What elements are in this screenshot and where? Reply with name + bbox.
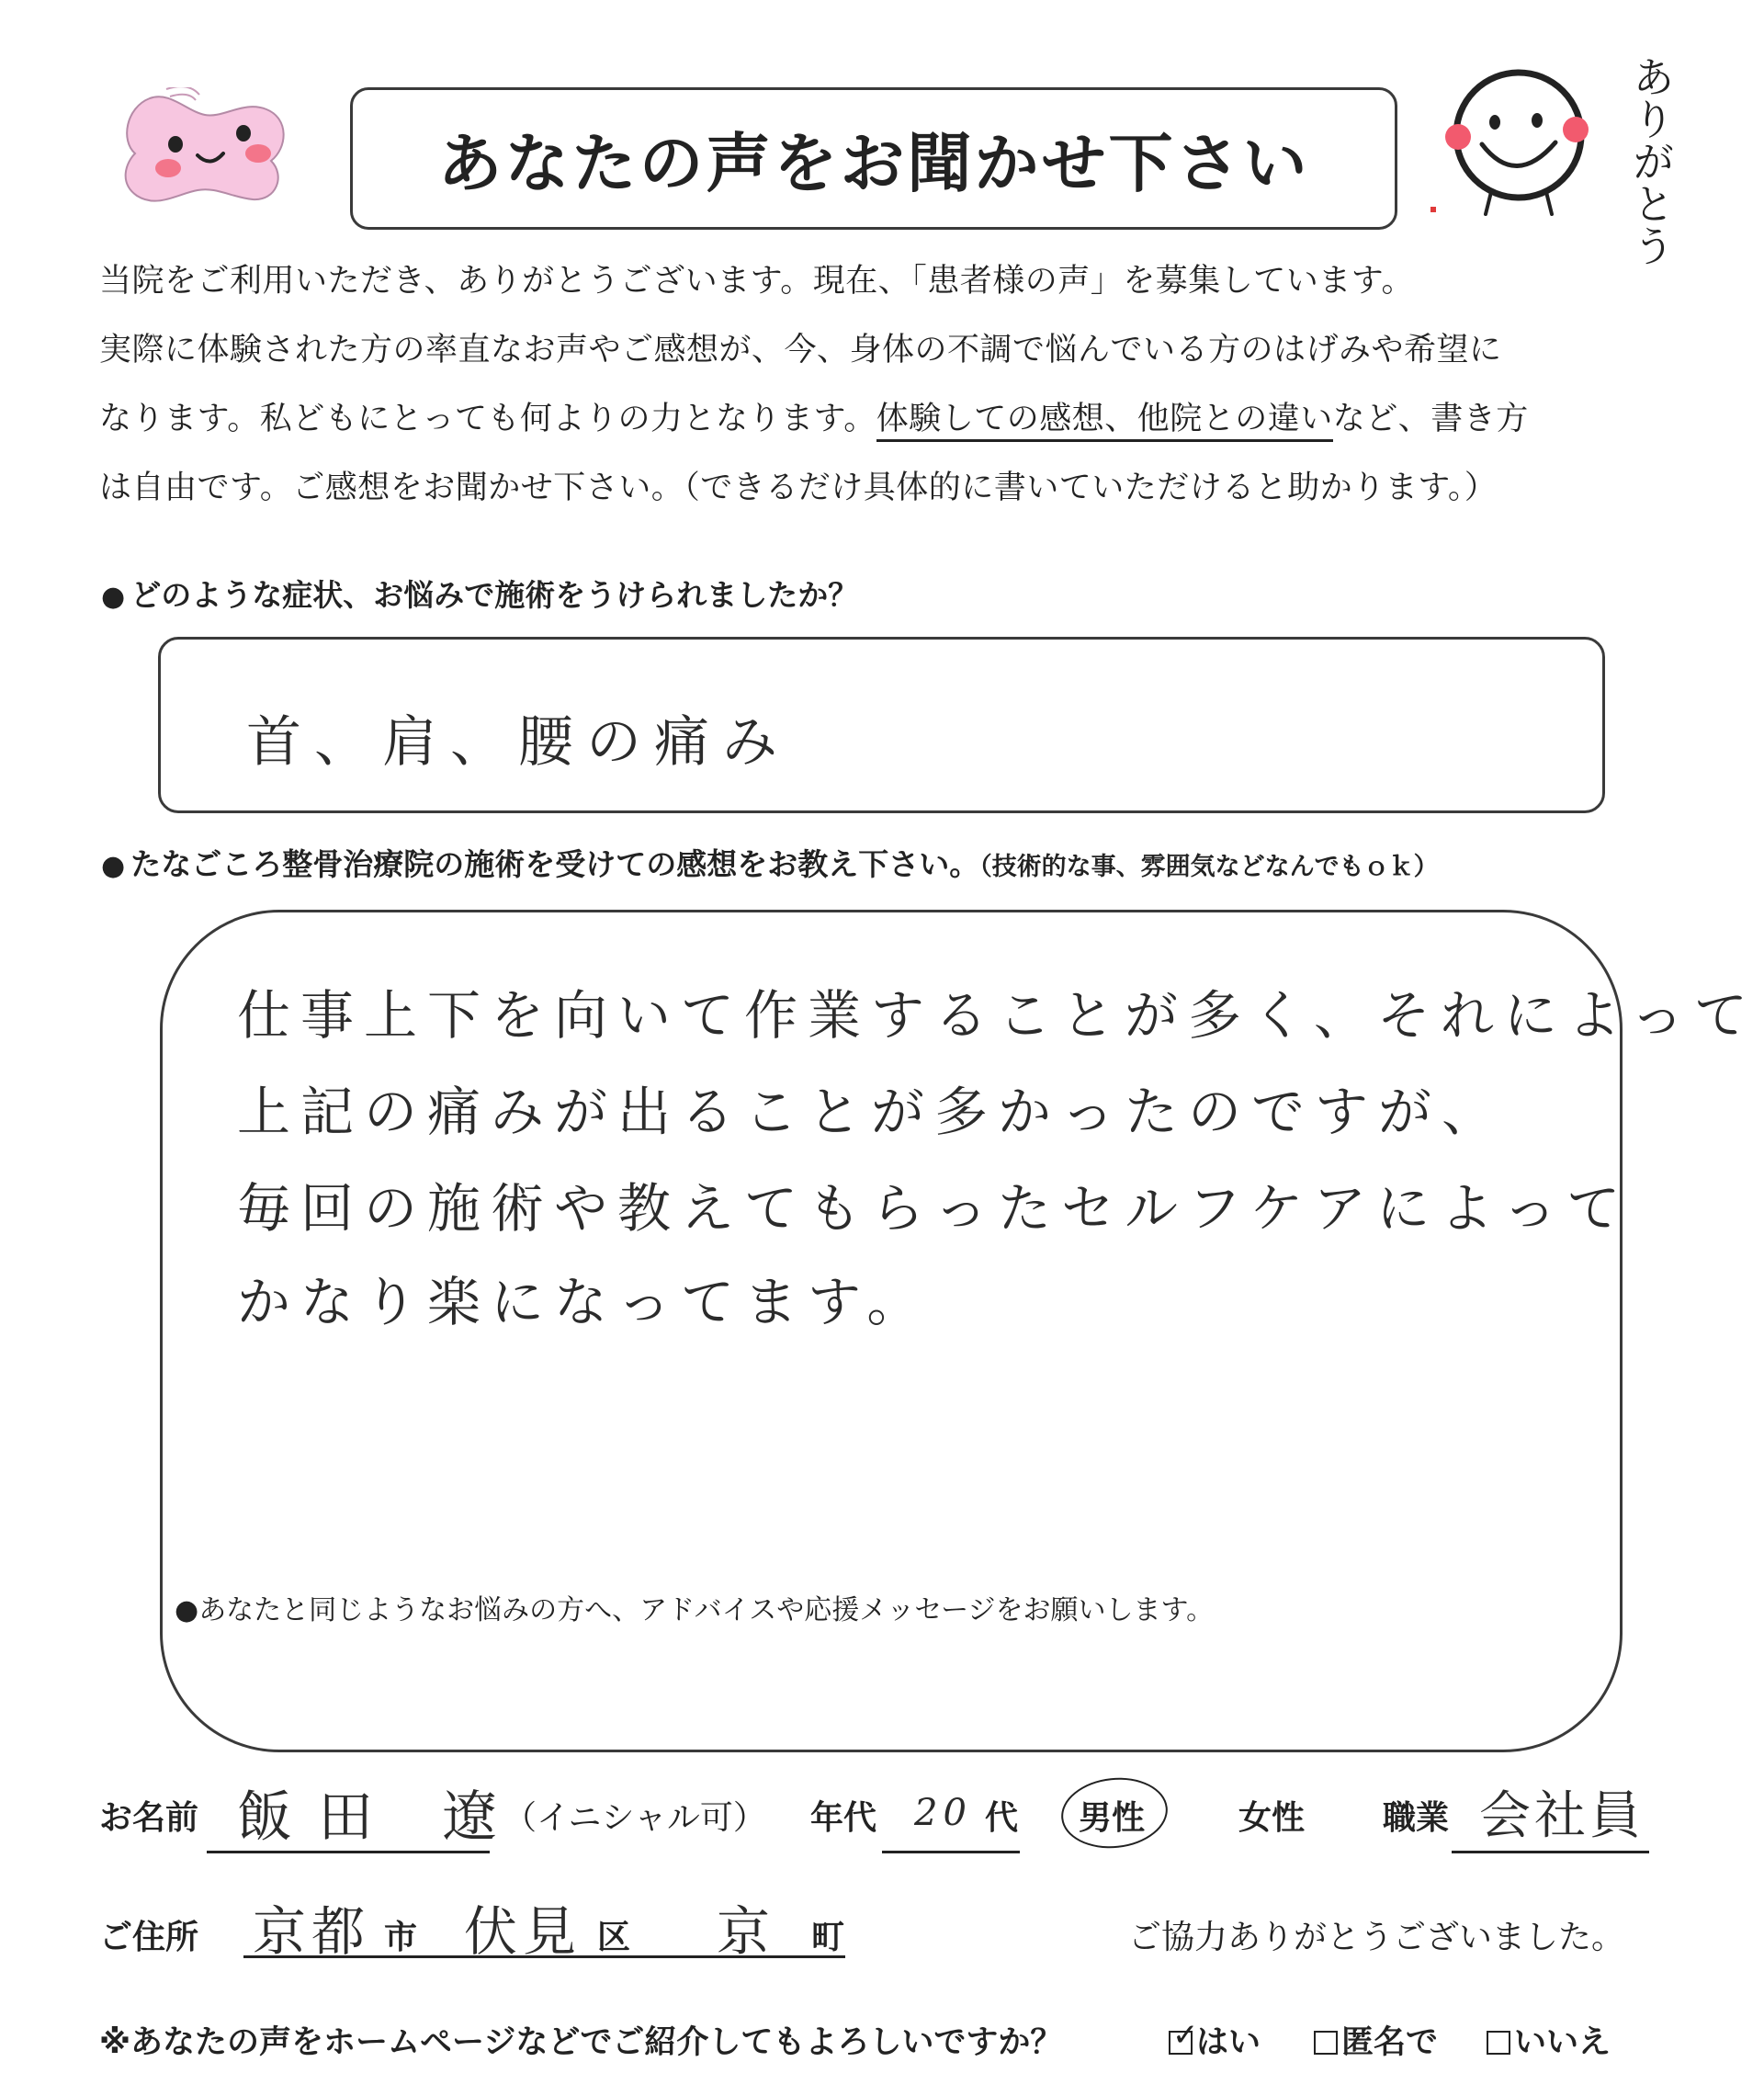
intro-line-3 xyxy=(99,393,1529,439)
age-label: 年代 xyxy=(810,1799,877,1837)
gender-female-option[interactable]: 女性 xyxy=(1238,1799,1306,1837)
address-label: ご住所 xyxy=(99,1919,199,1956)
checkbox-no[interactable] xyxy=(1487,2031,1510,2055)
bullet-icon: ● xyxy=(101,850,126,882)
consent-option-yes-label: はい xyxy=(1196,2024,1261,2061)
question-3 xyxy=(175,1587,1214,1627)
question-3-label: あなたと同じようなお悩みの方へ、アドバイスや応援メッセージをお願いします。 xyxy=(198,1594,1215,1626)
consent-option-anonymous-label: 匿名で xyxy=(1341,2024,1439,2061)
gender-male-option[interactable]: 男性 xyxy=(1079,1799,1146,1837)
age-suffix: 代 xyxy=(985,1799,1019,1837)
question-2-label: たなごころ整骨治療院の施術を受けての感想をお教え下さい。 xyxy=(130,846,980,882)
address-underline xyxy=(243,1955,845,1958)
answer-2-line: かなり楽になってます。 xyxy=(237,1271,931,1333)
bone-mascot-icon xyxy=(115,87,299,216)
consent-option-yes[interactable] xyxy=(1169,2017,1261,2063)
intro-underlined-phrase: 体験しての感想、他院との違い xyxy=(876,401,1333,442)
occupation-value: 会社員 xyxy=(1479,1786,1645,1846)
answer-2-line: 毎回の施術や教えてもらったセルフケアによって xyxy=(237,1177,1631,1240)
bullet-icon: ● xyxy=(101,581,126,613)
consent-question: ※あなたの声をホームページなどでご紹介してもよろしいですか？ xyxy=(99,2024,1063,2061)
arigato-text: ありがとう xyxy=(1626,55,1676,266)
city-suffix: 市 xyxy=(384,1919,418,1956)
occupation-underline xyxy=(1452,1851,1649,1853)
smiley-face-icon xyxy=(1429,69,1612,225)
intro-line-1: 当院をご利用いただき、ありがとうございます。現在、「患者様の声」を募集しています。 xyxy=(99,263,1415,300)
question-2 xyxy=(101,841,1439,884)
name-underline xyxy=(207,1851,490,1853)
checkmark-icon: ✓ xyxy=(1172,2017,1199,2054)
question-1 xyxy=(101,572,858,615)
thanks-text: ご協力ありがとうございました。 xyxy=(1128,1919,1625,1956)
question-1-label: どのような症状、お悩みで施術をうけられましたか？ xyxy=(130,577,859,613)
consent-option-no[interactable] xyxy=(1487,2017,1611,2063)
town-value: 京 xyxy=(717,1900,771,1963)
ward-value: 伏見 xyxy=(464,1900,582,1963)
answer-2-line: 上記の痛みが出ることが多かったのですが、 xyxy=(237,1081,1506,1143)
answer-1-handwriting: 首、肩、腰の痛み xyxy=(246,710,790,775)
age-underline xyxy=(882,1851,1020,1853)
answer-2-line: 仕事上下を向いて作業することが多く、それによって xyxy=(237,984,1758,1047)
ward-suffix: 区 xyxy=(597,1919,631,1956)
bullet-icon: ● xyxy=(175,1594,199,1626)
consent-option-anonymous[interactable] xyxy=(1314,2017,1438,2063)
consent-option-no-label: いいえ xyxy=(1514,2024,1611,2061)
page-title: あなたの声をお聞かせ下さい xyxy=(437,126,1310,201)
name-label: お名前 xyxy=(99,1799,199,1837)
intro-line-3-pre: なります。私どもにとっても何よりの力となります。 xyxy=(99,401,876,437)
age-value: 20 xyxy=(914,1792,972,1834)
question-2-note: （技術的な事、雰囲気などなんでもｏｋ） xyxy=(979,853,1439,881)
initials-note: （イニシャル可） xyxy=(503,1799,766,1837)
occupation-label: 職業 xyxy=(1383,1799,1450,1837)
intro-line-3-post: など、書き方 xyxy=(1332,401,1529,437)
checkbox-yes[interactable] xyxy=(1169,2017,1199,2055)
title-box xyxy=(350,87,1397,230)
town-suffix: 町 xyxy=(811,1919,845,1956)
intro-line-2: 実際に体験された方の率直なお声やご感想が、今、身体の不調で悩んでいる方のはげみや希望に xyxy=(99,332,1502,368)
name-value: 飯田 遼 xyxy=(237,1785,524,1850)
prefecture-value: 京都 xyxy=(253,1900,371,1963)
intro-line-4: は自由です。ご感想をお聞かせ下さい。（できるだけ具体的に書いていただけると助かります。） xyxy=(99,470,1498,506)
checkbox-anonymous[interactable] xyxy=(1314,2031,1338,2055)
